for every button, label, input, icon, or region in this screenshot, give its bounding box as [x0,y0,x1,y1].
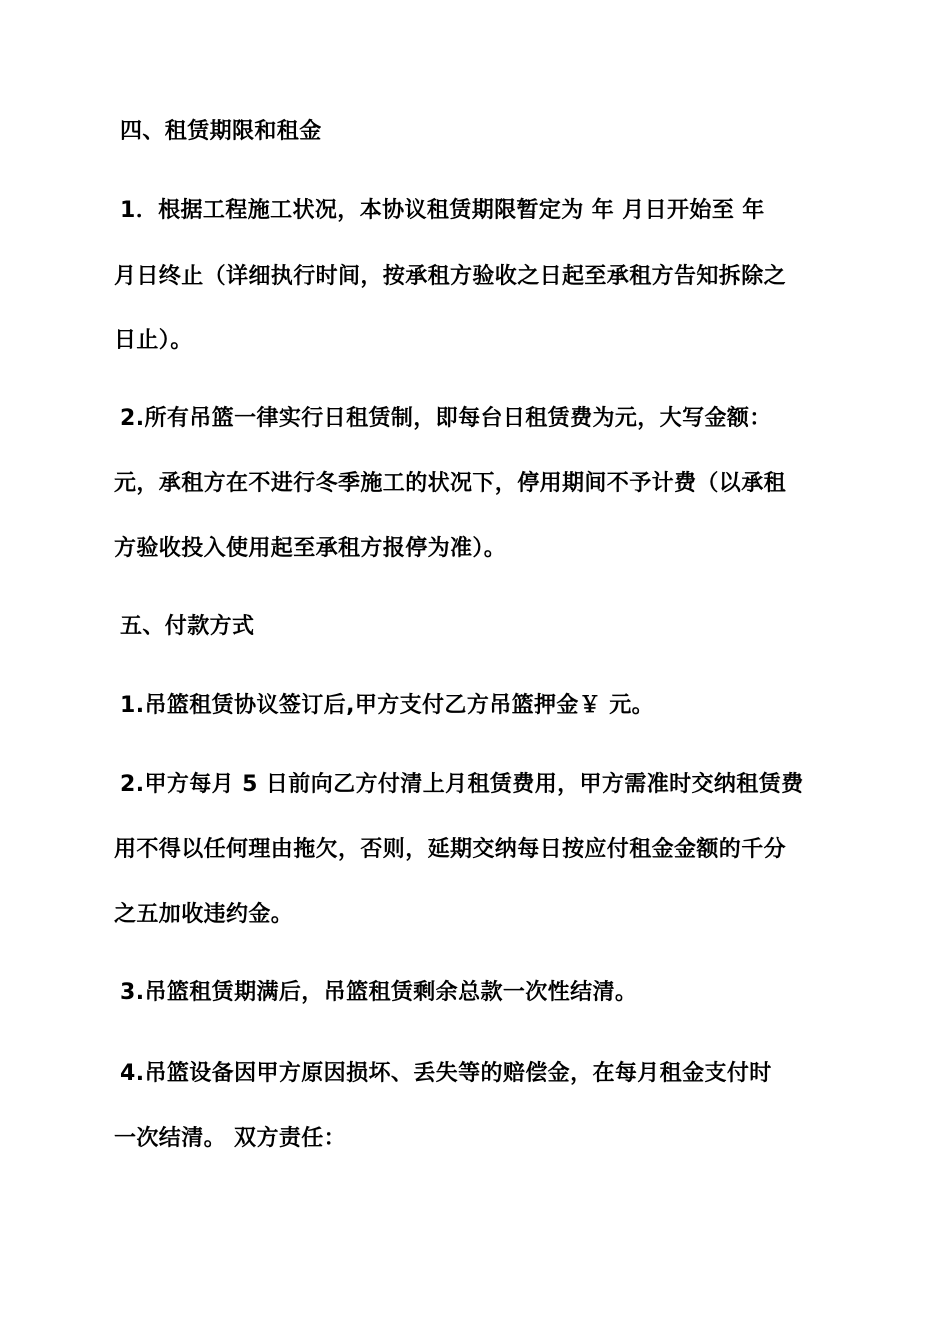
paragraph-line: 用不得以任何理由拖欠，否则，延期交纳每日按应付租金金额的千分 [114,837,787,862]
paragraph-line: 月日终止（详细执行时间，按承租方验收之日起至承租方告知拆除之 [114,264,787,289]
section-heading-lease-term: 四、租赁期限和租金 [120,119,322,144]
section-heading-payment: 五、付款方式 [120,614,255,639]
paragraph-line: 1.吊篮租赁协议签订后,甲方支付乙方吊篮押金￥ 元。 [120,693,655,718]
paragraph-line: 2.所有吊篮一律实行日租赁制，即每台日租赁费为元，大写金额： [120,406,772,431]
paragraph-line: 4.吊篮设备因甲方原因损坏、丢失等的赔偿金，在每月租金支付时 [120,1061,772,1086]
paragraph-line: 元，承租方在不进行冬季施工的状况下，停用期间不予计费（以承租 [114,471,787,496]
paragraph-line: 2.甲方每月 5 日前向乙方付清上月租赁费用，甲方需准时交纳租赁费 [120,772,804,797]
paragraph-line: 1．根据工程施工状况，本协议租赁期限暂定为 年 月日开始至 年 [120,198,765,223]
paragraph-line: 日止）。 [114,328,193,353]
paragraph-line: 之五加收违约金。 [114,902,294,927]
paragraph-line: 一次结清。 双方责任： [114,1126,347,1151]
paragraph-line: 3.吊篮租赁期满后，吊篮租赁剩余总款一次性结清。 [120,980,638,1005]
paragraph-line: 方验收投入使用起至承租方报停为准）。 [114,536,507,561]
